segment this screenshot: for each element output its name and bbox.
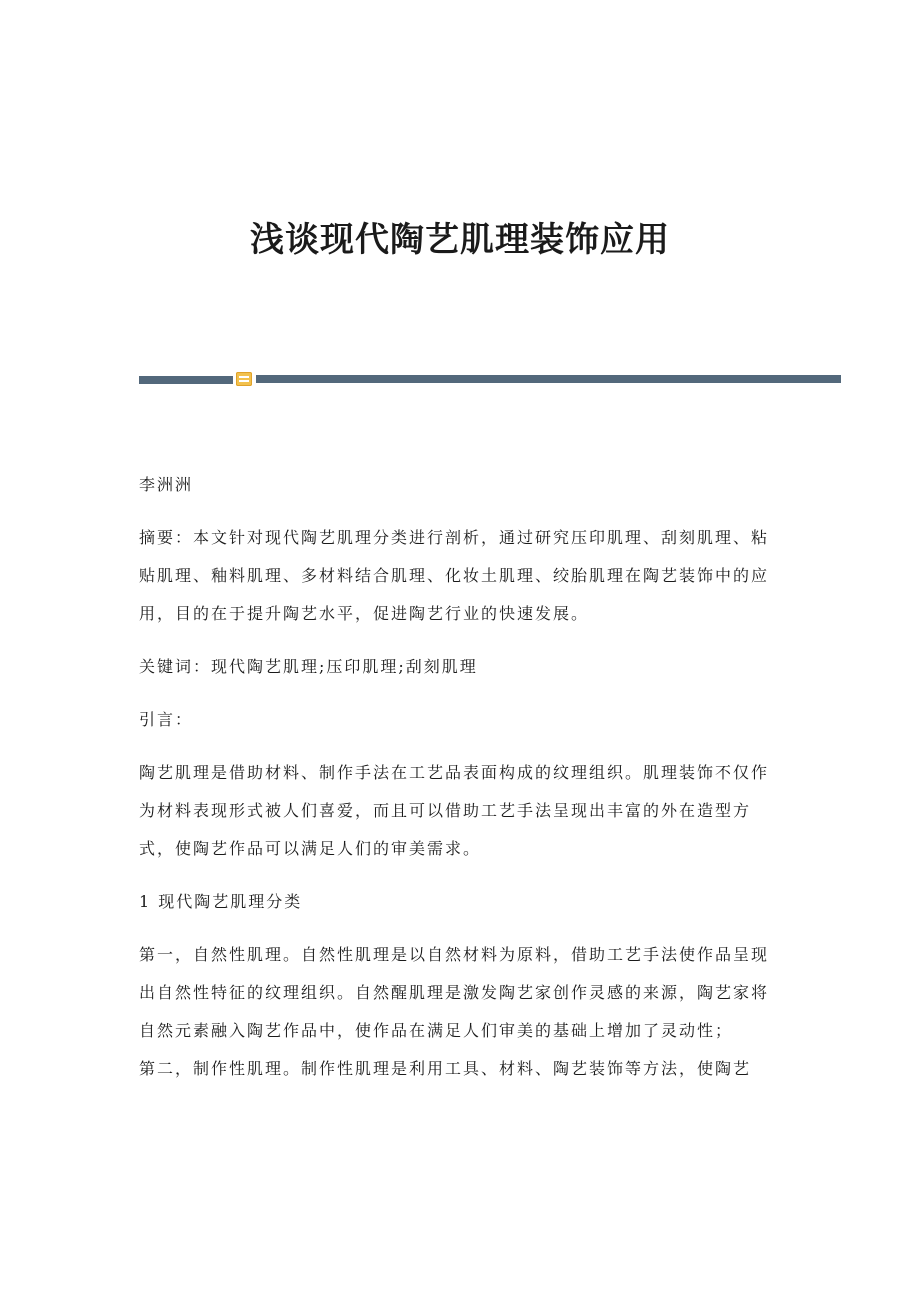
abstract-paragraph: 摘要：本文针对现代陶艺肌理分类进行剖析，通过研究压印肌理、刮刻肌理、粘贴肌理、釉料肌理、多材料结合肌理、化妆土肌理、绞胎肌理在陶艺装饰中的应用，目的在于提升陶艺水平，促进陶艺行业的快速发展。 [139, 528, 770, 623]
title-divider [139, 370, 841, 388]
body-paragraph: 第一，自然性肌理。自然性肌理是以自然材料为原料，借助工艺手法使作品呈现出自然性特征的纹理组织。自然醒肌理是激发陶艺家创作灵感的来源，陶艺家将自然元素融入陶艺作品中，使作品在满足人们审美的基础上增加了灵动性； [139, 945, 770, 1040]
keywords-line: 关键词：现代陶艺肌理;压印肌理;刮刻肌理 [139, 657, 478, 676]
section-heading: 1 现代陶艺肌理分类 [139, 892, 303, 911]
divider-bar-left [139, 376, 233, 384]
author-name: 李洲洲 [139, 475, 194, 494]
divider-ornament-icon [236, 372, 252, 386]
intro-paragraph: 陶艺肌理是借助材料、制作手法在工艺品表面构成的纹理组织。肌理装饰不仅作为材料表现形式被人们喜爱，而且可以借助工艺手法呈现出丰富的外在造型方式，使陶艺作品可以满足人们的审美需求。 [139, 763, 770, 858]
divider-bar-right [256, 375, 841, 383]
document-body [139, 466, 779, 1088]
body-paragraph: 第二，制作性肌理。制作性肌理是利用工具、材料、陶艺装饰等方法，使陶艺 [139, 1059, 752, 1078]
document-title: 浅谈现代陶艺肌理装饰应用 [250, 220, 670, 260]
intro-heading: 引言： [139, 710, 194, 729]
